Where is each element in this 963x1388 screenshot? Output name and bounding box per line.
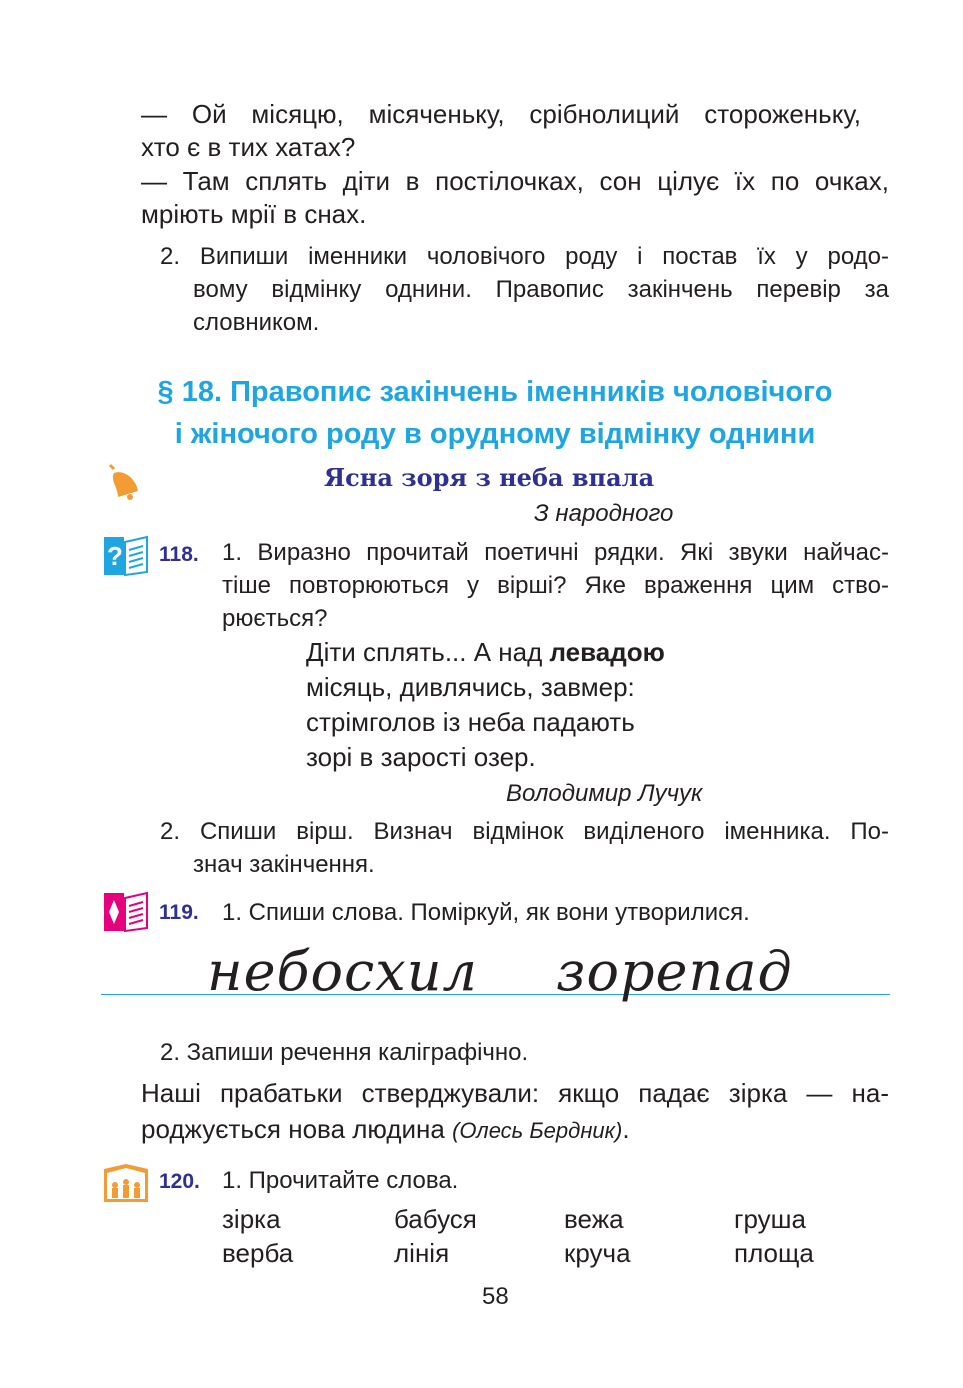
poem-line: мріють мрії в снах.: [141, 199, 367, 229]
poem-line: — Там сплять діти в постілочках, сон цілує їх по очках,: [141, 166, 889, 196]
word-item: бабуся: [394, 1204, 477, 1234]
poem-line: хто є в тих хатах?: [141, 132, 356, 162]
word-item: верба: [222, 1238, 294, 1268]
page-number: 58: [482, 1283, 509, 1310]
cursive-word: зорепад: [556, 940, 793, 1003]
exercise-number-119: 119.: [159, 901, 199, 924]
word-item: круча: [564, 1238, 631, 1268]
task-line: 2. Спиши вірш. Визнач відмінок виділеного іменника. По-: [160, 818, 889, 845]
bell-icon: [104, 461, 144, 501]
exercise-number-120: 120.: [159, 1170, 200, 1193]
section-heading-line1: § 18. Правопис закінчень іменників чоловічого: [157, 376, 833, 408]
poem-line: [306, 635, 665, 669]
poem-line: зорі в зарості озер.: [306, 742, 536, 772]
sentence-end: .: [622, 1114, 630, 1144]
topic-title: Ясна зоря з неба впала: [324, 463, 655, 492]
exercise-text: тіше повторюються у вірші? Яке враження цим ство-: [222, 572, 889, 599]
task-line: словником.: [193, 309, 320, 336]
task-line: 2. Запиши речення каліграфічно.: [160, 1039, 529, 1066]
group-book-icon: [103, 1163, 149, 1203]
question-book-icon: [103, 536, 149, 576]
poem-line: стрімголов із неба падають: [306, 707, 635, 737]
poem-author: Володимир Лучук: [506, 780, 703, 807]
sentence-text: роджується нова людина: [141, 1114, 453, 1144]
sentence-author: (Олесь Бердник): [452, 1118, 623, 1143]
topic-source: З народного: [534, 500, 674, 527]
poem-line: — Ой місяцю, місяченьку, срібнолиций стороженьку,: [141, 99, 861, 129]
poem-line: місяць, дивлячись, завмер:: [306, 672, 635, 702]
word-item: лінія: [394, 1238, 450, 1268]
task-line: 2. Випиши іменники чоловічого роду і постав їх у родо-: [160, 243, 889, 270]
svg-text:?: ?: [107, 541, 123, 571]
exercise-text: 1. Прочитайте слова.: [222, 1167, 459, 1194]
exercise-number-118: 118.: [159, 543, 199, 566]
task-line: вому відмінку однини. Правопис закінчень перевір за: [193, 276, 889, 303]
exercise-text: 1. Спиши слова. Поміркуй, як вони утворилися.: [222, 899, 750, 926]
sentence-line: [141, 1112, 630, 1148]
task-line: знач закінчення.: [193, 851, 375, 878]
word-item: зірка: [222, 1204, 281, 1234]
cursive-word: небосхил: [207, 940, 478, 1003]
exercise-text: 1. Виразно прочитай поетичні рядки. Які звуки найчас-: [222, 539, 889, 566]
exercise-text: рюється?: [222, 605, 328, 632]
highlighted-noun: левадою: [549, 637, 665, 667]
poem-text: Діти сплять... А над: [306, 637, 550, 667]
word-item: вежа: [564, 1204, 624, 1234]
section-heading-line2: і жіночого роду в орудному відмінку однини: [174, 418, 816, 450]
pen-book-icon: [103, 892, 149, 932]
word-item: груша: [734, 1204, 806, 1234]
word-item: площа: [734, 1238, 814, 1268]
sentence-line: Наші прабатьки стверджували: якщо падає зірка — на-: [141, 1078, 889, 1108]
